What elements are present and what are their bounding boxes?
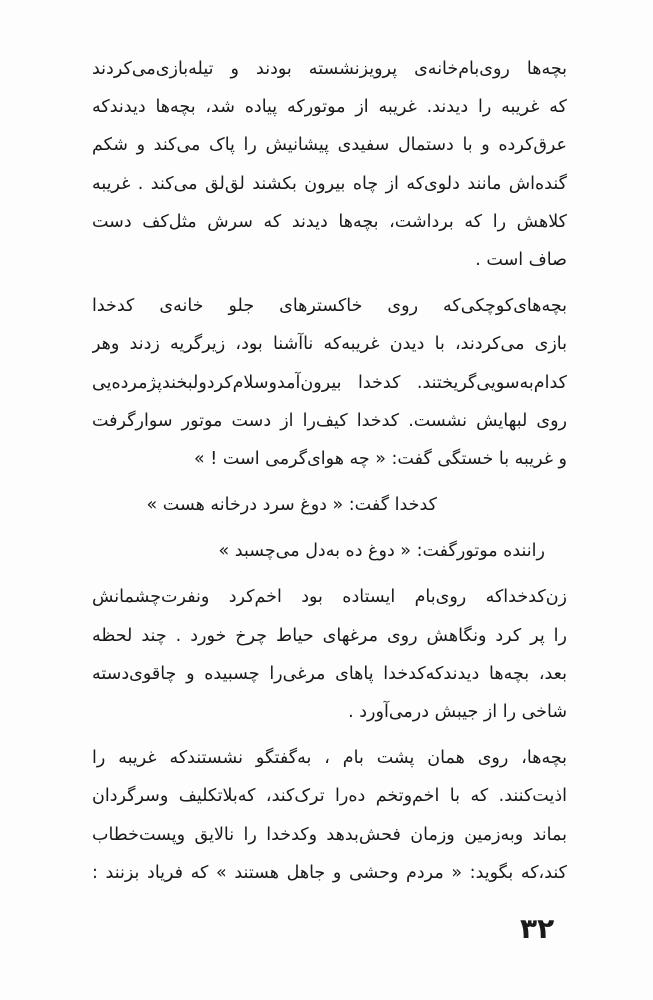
text-line: روی لبهایش نشست. کدخدا کیف‌را از دست موتور سوارگرفت: [92, 410, 567, 431]
paragraph-gap: [92, 279, 567, 287]
text-line: عرق‌کرده و با دستمال سفیدی پیشانیش را پاک می‌کند و شکم: [92, 135, 567, 156]
page-number: ۳۲: [520, 912, 555, 945]
paragraph-gap: [92, 570, 567, 578]
text-line: کلاهش را که برداشت، بچه‌ها دیدند که سرش مثل‌کف دست: [92, 211, 567, 232]
text-line: بعد، بچه‌ها دیدندکه‌کدخدا پاهای مرغی‌را چسبیده و چاقوی‌دسته: [92, 663, 567, 684]
text-line: بچه‌ها روی‌بام‌خانه‌ی پرویزنشسته بودند و تیله‌بازی‌می‌کردند: [92, 59, 567, 79]
text-line: را پر کرد ونگاهش روی مرغهای حیاط چرخ خورد . چند لحظه: [92, 625, 567, 646]
text-line: کند،که بگوید: « مردم وحشی و جاهل هستند » که فریاد بزنند :: [92, 862, 567, 883]
text-line: که غریبه را دیدند. غریبه از موتورکه پیاده شد، بچه‌ها دیدندکه: [92, 97, 567, 118]
dialog-line: کدخدا گفت: « دوغ سرد درخانه هست »: [146, 495, 437, 516]
text-line: بچه‌های‌کوچکی‌که روی خاکسترهای جلو خانه‌ی کدخدا: [92, 296, 567, 317]
text-line: زن‌کدخداکه روی‌بام ایستاده بود اخم‌کرد ونفرت‌چشمانش: [92, 587, 567, 608]
text-line: کدام‌به‌سویی‌گریختند. کدخدا بیرون‌آمدو‌سلام‌کردو‌لبخندپژمرده‌یی: [92, 372, 567, 393]
text-line: بچه‌ها، روی همان پشت بام ، به‌گفتگو نشستندکه غریبه را: [92, 748, 567, 769]
text-line: اذیت‌کنند. که با اخم‌وتخم ده‌را ترک‌کند، که‌بلاتکلیف و‌سرگردان: [92, 786, 567, 807]
text-line: صاف است .: [475, 249, 567, 270]
text-line: و غریبه با خستگی گفت: « چه هوای‌گرمی است ! »: [194, 448, 567, 469]
paragraph-gap: [92, 524, 567, 532]
paragraph-gap: [92, 731, 567, 739]
text-line: شاخی را از جیبش درمی‌آورد .: [348, 702, 567, 722]
text-line: گنده‌اش مانند دلوی‌که از چاه بیرون بکشند لق‌لق می‌کند . غریبه: [92, 173, 567, 194]
paragraph-gap: [92, 478, 567, 486]
text-line: بماند و‌به‌زمین وزمان فحش‌بدهد و‌کدخدا را نالایق و‌پست‌خطاب: [92, 824, 567, 845]
body-text: [92, 50, 567, 892]
dialog-line: راننده موتورگفت: « دوغ ده به‌دل می‌چسبد »: [218, 541, 545, 562]
text-line: بازی می‌کردند، با دیدن غریبه‌که ناآشنا بود، زیرگریه زدند وهر: [92, 334, 567, 355]
